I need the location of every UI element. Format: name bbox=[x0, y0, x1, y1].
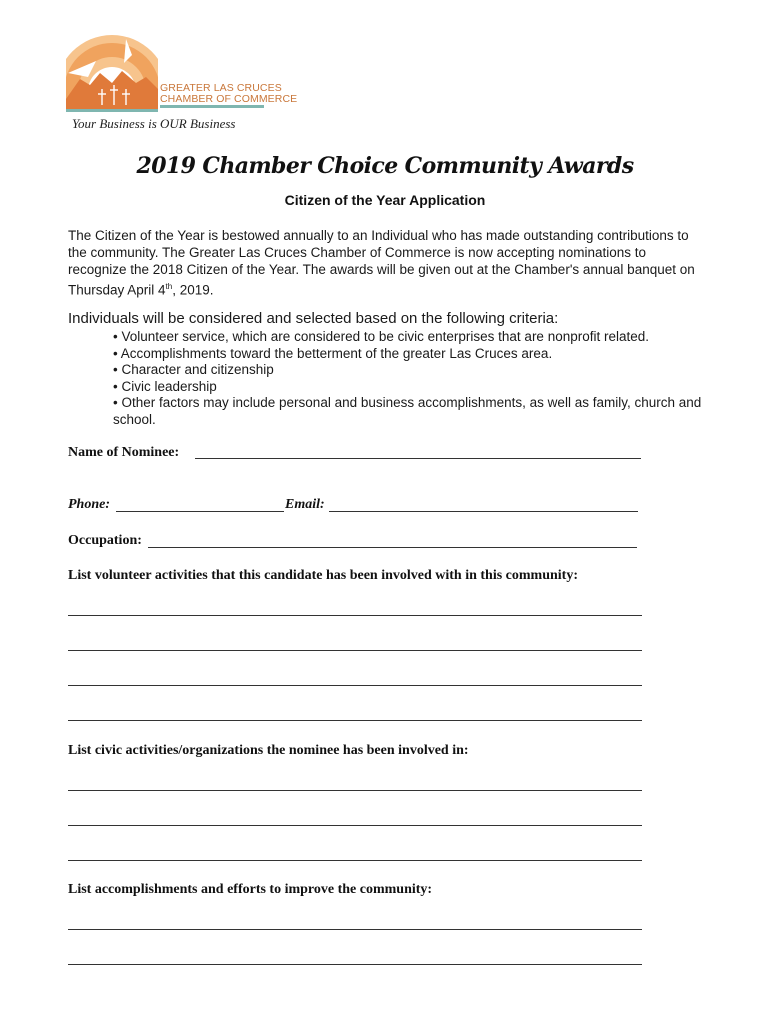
criteria-item: • Accomplishments toward the betterment of the greater Las Cruces area. bbox=[113, 345, 553, 361]
volunteer-activities-label: List volunteer activities that this candidate has been involved with in this community: bbox=[68, 568, 578, 583]
volunteer-answer-line-2[interactable] bbox=[68, 650, 642, 651]
criteria-item: • Volunteer service, which are considered to be civic enterprises that are nonprofit related. bbox=[113, 329, 650, 344]
nominee-field[interactable] bbox=[195, 458, 641, 459]
civic-answer-line-1[interactable] bbox=[68, 790, 642, 791]
chamber-logo bbox=[66, 33, 298, 113]
civic-activities-label: List civic activities/organizations the nominee has been involved in: bbox=[68, 743, 469, 758]
civic-answer-line-2[interactable] bbox=[68, 825, 642, 826]
criteria-item: • Other factors may include personal and business accomplishments, as well as family, church and school. bbox=[113, 395, 702, 427]
criteria-item: • Character and citizenship bbox=[113, 362, 274, 377]
tagline: Your Business is OUR Business bbox=[72, 116, 236, 131]
logo-text-line1: GREATER LAS CRUCES bbox=[160, 82, 282, 94]
volunteer-answer-line-4[interactable] bbox=[68, 720, 642, 721]
criteria-list bbox=[113, 329, 713, 428]
criteria-item: • Civic leadership bbox=[113, 378, 217, 394]
accomplishments-answer-line-2[interactable] bbox=[68, 964, 642, 965]
application-title: Citizen of the Year Application bbox=[284, 192, 486, 208]
criteria-heading: Individuals will be considered and selected based on the following criteria: bbox=[68, 310, 559, 327]
intro-superscript: th bbox=[165, 282, 173, 291]
intro-text: The Citizen of the Year is bestowed annually to an Individual who has made outstanding contributions to the community. The Greater Las Cruces Chamber of Commerce is now accepting nominations to recognize the 2018 Citizen of the Year. The awards will be given out at the Chamber's annual banquet on Thursday April 4 bbox=[68, 228, 695, 298]
phone-field[interactable] bbox=[116, 511, 284, 512]
phone-label: Phone: bbox=[68, 497, 110, 512]
logo-text-line2: CHAMBER OF COMMERCE bbox=[160, 93, 298, 105]
email-field[interactable] bbox=[329, 511, 638, 512]
accomplishments-label: List accomplishments and efforts to improve the community: bbox=[68, 882, 433, 897]
accomplishments-answer-line-1[interactable] bbox=[68, 929, 642, 930]
occupation-label: Occupation: bbox=[68, 533, 142, 548]
logo-stripe bbox=[160, 105, 264, 108]
civic-answer-line-3[interactable] bbox=[68, 860, 642, 861]
intro-text-end: , 2019. bbox=[172, 282, 214, 298]
award-title: 2019 Chamber Choice Community Awards bbox=[136, 153, 634, 179]
intro-paragraph bbox=[68, 227, 708, 299]
volunteer-answer-line-1[interactable] bbox=[68, 615, 642, 616]
nominee-label: Name of Nominee: bbox=[68, 445, 180, 460]
occupation-field[interactable] bbox=[148, 547, 637, 548]
email-label: Email: bbox=[285, 497, 325, 512]
volunteer-answer-line-3[interactable] bbox=[68, 685, 642, 686]
sun-mountain-logo-icon bbox=[66, 33, 298, 113]
